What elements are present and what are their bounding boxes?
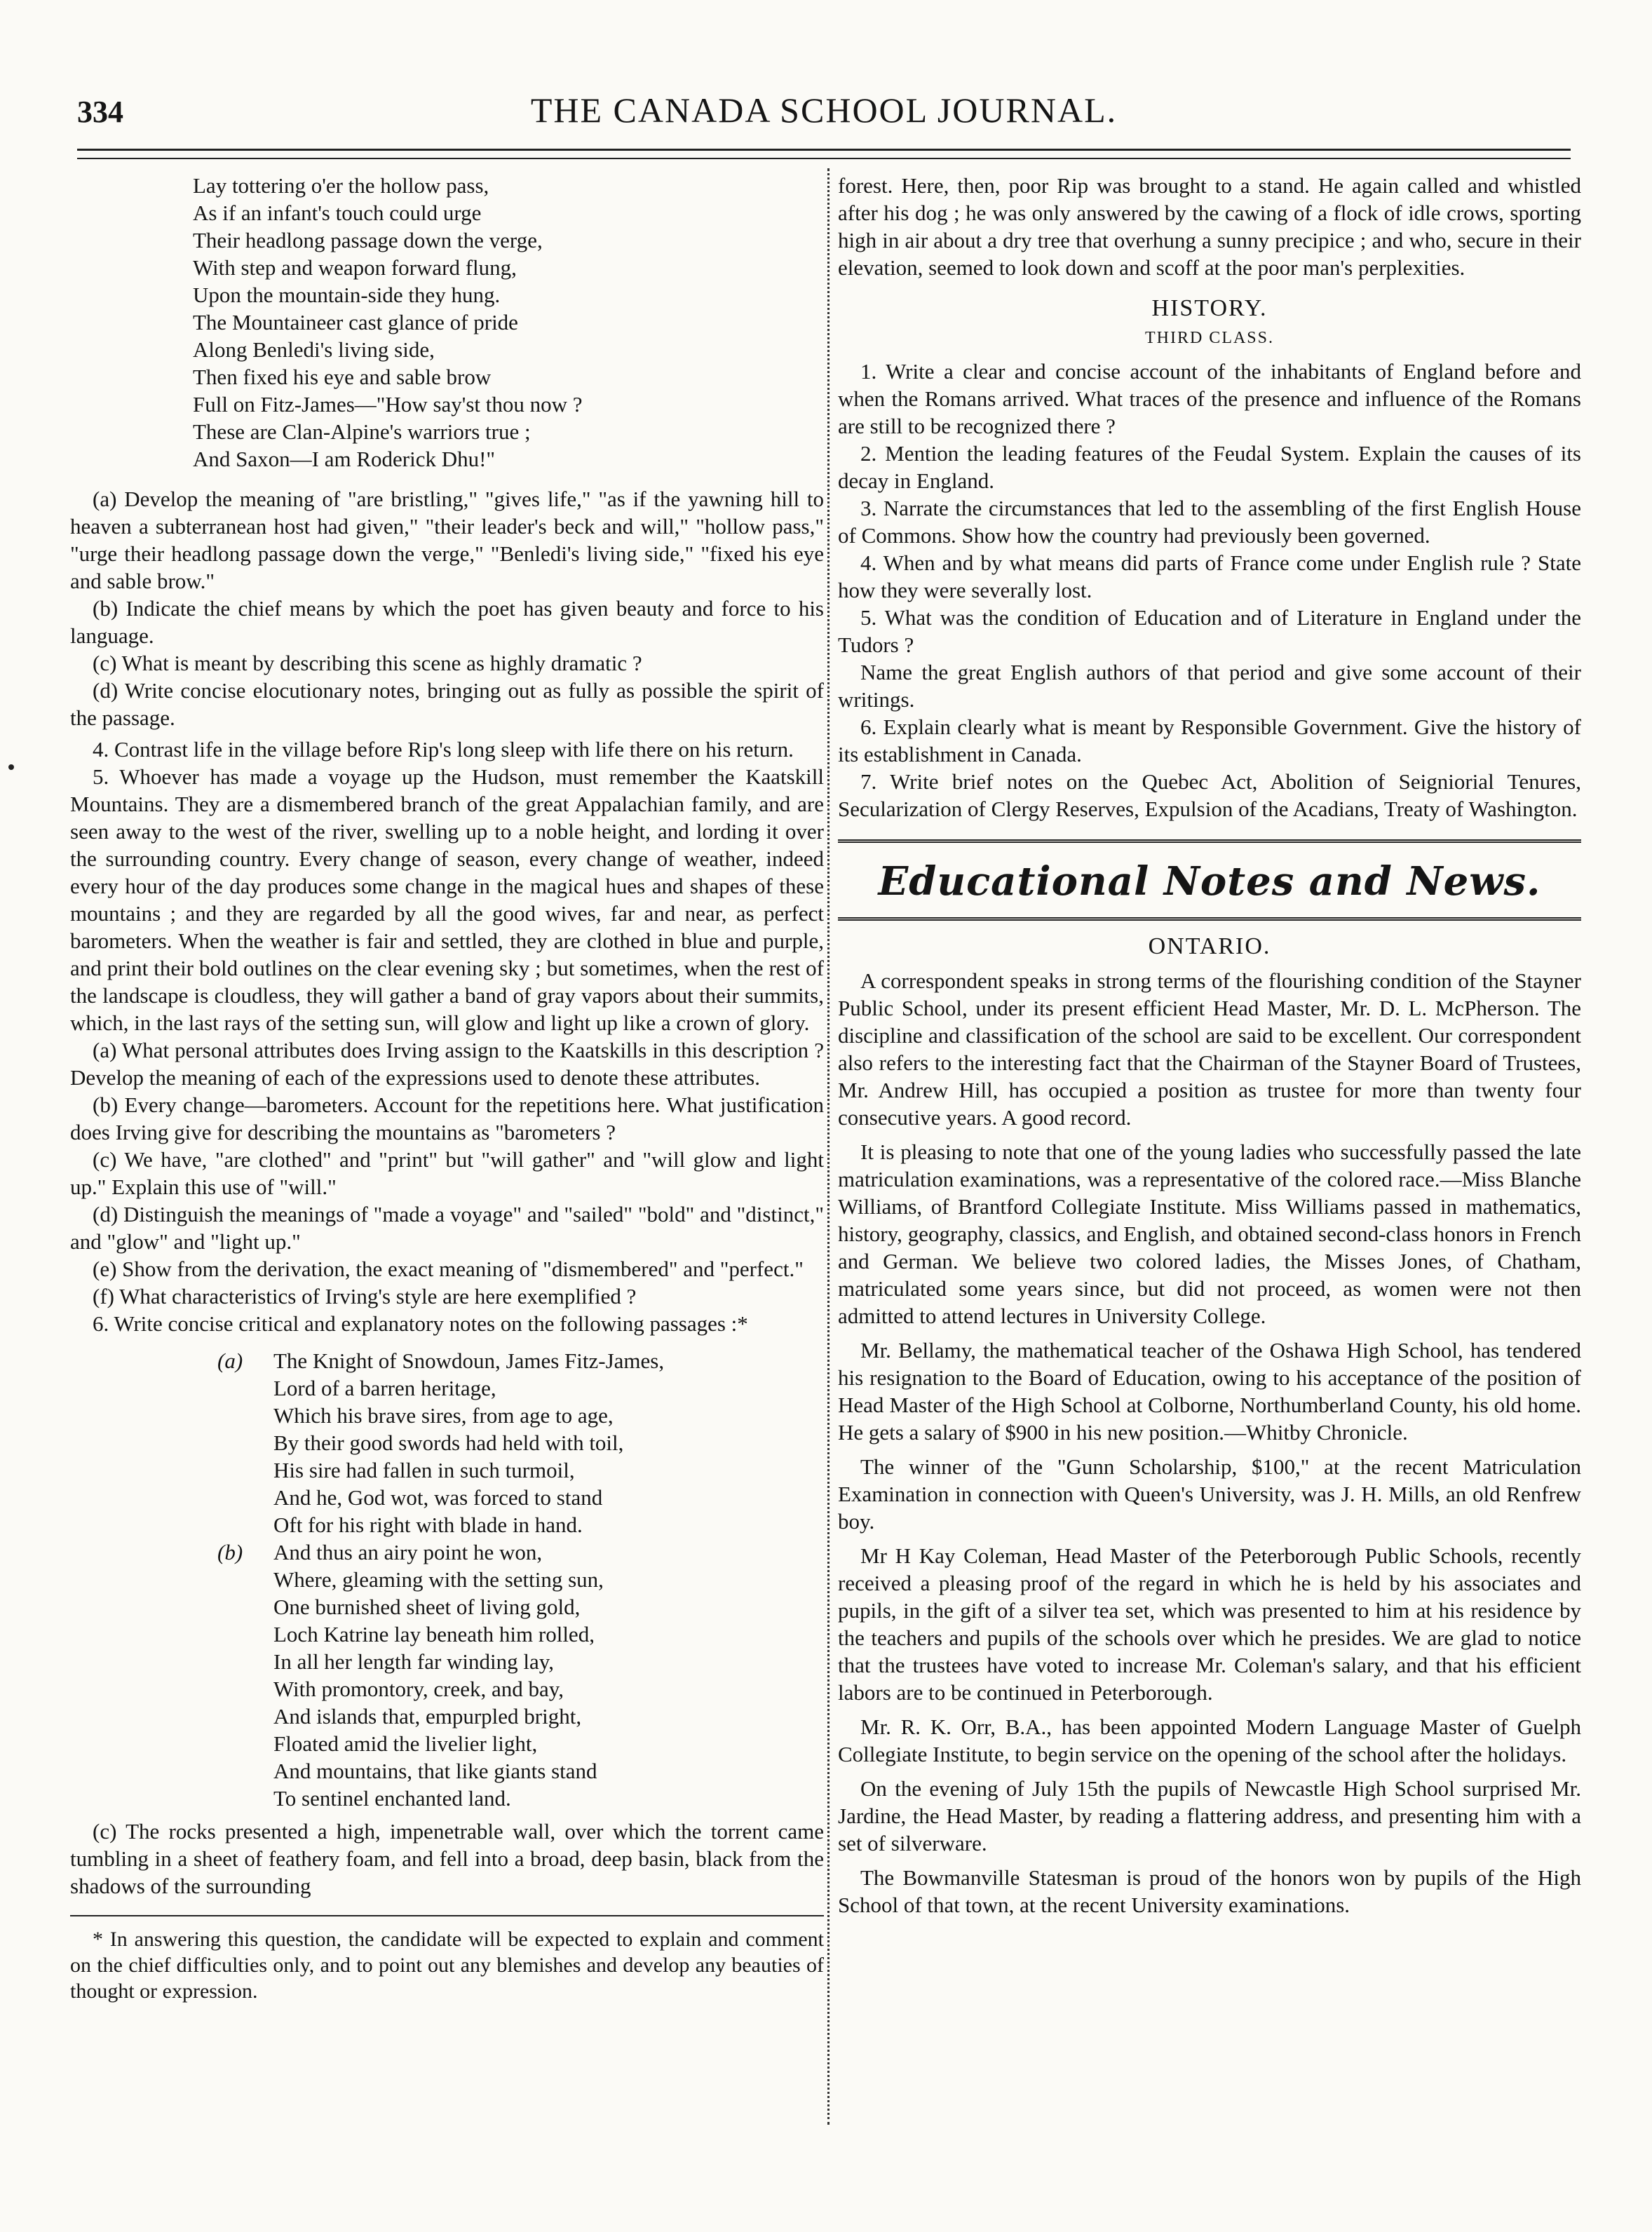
left-column bbox=[70, 172, 824, 2004]
news-item: On the evening of July 15th the pupils of Newcastle High School surprised Mr. Jardine, the Head Master, by reading a flattering address, and presenting him with a set of silverware. bbox=[838, 1776, 1581, 1855]
question-a: (a) Develop the meaning of "are bristling," "gives life," "as if the yawning hill to heaven a subterranean host had given," "their leader's beck and will," "hollow pass," "urge their headlong passage down the verge," "Benledi's living side," "fixed his eye and sable brow." bbox=[70, 487, 824, 593]
journal-title: THE CANADA SCHOOL JOURNAL. bbox=[530, 90, 1118, 130]
question-5: 5. Whoever has made a voyage up the Hudson, must remember the Kaatskill Mountains. They are a dismembered branch of the great Appalachian family, and are seen away to the west of the river, swelling up to a noble height, and lording it over the surrounding country. Every change of season, every change of weather, indeed every hour of the day produces some change in the magical hues and shapes of these mountains ; and they are regarded by all the good wives, far and near, as perfect barometers. When the weather is fair and settled, they are clothed in blue and purple, and print their bold outlines on the clear evening sky ; but sometimes, when the rest of the landscape is cloudless, they will gather a band of gray vapors about their summits, which, in the last rays of the setting sun, will glow and light up like a crown of glory. bbox=[70, 764, 824, 1035]
poem-line: With step and weapon forward flung, bbox=[193, 255, 517, 280]
footnote-rule bbox=[70, 1915, 824, 1916]
poem-line: Upon the mountain-side they hung. bbox=[193, 283, 501, 307]
news-item: A correspondent speaks in strong terms of the flourishing condition of the Stayner Public School, under its present efficient Head Master, Mr. D. L. McPherson. The discipline and classification of the school are said to be excellent. Our correspondent also refers to the interesting fact that the Chairman of the Stayner Board of Trustees, Mr. Andrew Hill, has occupied a position as trustee for more than twenty four consecutive years. A good record. bbox=[838, 968, 1581, 1130]
history-question-6: 6. Explain clearly what is meant by Responsible Government. Give the history of its establishment in Canada. bbox=[838, 715, 1581, 766]
poem-line: Lay tottering o'er the hollow pass, bbox=[193, 173, 489, 198]
right-column bbox=[838, 172, 1581, 1919]
passage-tag-a: (a) bbox=[217, 1348, 243, 1373]
question-5e: (e) Show from the derivation, the exact meaning of "dismembered" and "perfect." bbox=[93, 1257, 804, 1281]
history-question-4: 4. When and by what means did parts of France come under English rule ? State how they were severally lost. bbox=[838, 550, 1581, 602]
poem-line: In all her length far winding lay, bbox=[273, 1649, 555, 1674]
history-question-1: 1. Write a clear and concise account of the inhabitants of England before and when the Romans arrived. What traces of the presence and influence of the Romans are still to be recognized there ? bbox=[838, 359, 1581, 438]
poem-line: As if an infant's touch could urge bbox=[193, 201, 482, 225]
page-number: 334 bbox=[77, 95, 123, 129]
question-5c: (c) We have, "are clothed" and "print" but "will gather" and "will glow and light up." Explain this use of "will." bbox=[70, 1147, 824, 1199]
page-header bbox=[77, 83, 1571, 146]
question-d: (d) Write concise elocutionary notes, bringing out as fully as possible the spirit of the passage. bbox=[70, 678, 824, 730]
history-heading: HISTORY. bbox=[1151, 295, 1268, 321]
question-c: (c) What is meant by describing this scene as highly dramatic ? bbox=[93, 651, 642, 675]
news-item: Mr. R. K. Orr, B.A., has been appointed Modern Language Master of Guelph Collegiate Institute, to begin service on the opening of the school after the holidays. bbox=[838, 1714, 1581, 1766]
question-b: (b) Indicate the chief means by which the poet has given beauty and force to his language. bbox=[70, 596, 824, 648]
history-question-7: 7. Write brief notes on the Quebec Act, Abolition of Seigniorial Tenures, Secularization of Clergy Reserves, Expulsion of the Acadians, Treaty of Washington. bbox=[838, 769, 1581, 821]
history-question-3: 3. Narrate the circumstances that led to the assembling of the first English House of Commons. Show how the country had previously been governed. bbox=[838, 496, 1581, 548]
question-5b: (b) Every change—barometers. Account for the repetitions here. What justification does Irving give for describing the mountains as "barometers ? bbox=[70, 1093, 824, 1144]
history-question-5: 5. What was the condition of Education and of Literature in England under the Tudors ? bbox=[838, 605, 1581, 657]
poem-line: And Saxon—I am Roderick Dhu!" bbox=[193, 447, 496, 471]
poem-line: These are Clan-Alpine's warriors true ; bbox=[193, 419, 531, 444]
poem-line: Which his brave sires, from age to age, bbox=[273, 1403, 614, 1428]
poem-excerpt-snowdoun bbox=[70, 1347, 824, 1812]
question-5f: (f) What characteristics of Irving's style are here exemplified ? bbox=[93, 1284, 637, 1308]
poem-line: And he, God wot, was forced to stand bbox=[273, 1485, 603, 1510]
question-5a: (a) What personal attributes does Irving assign to the Kaatskills in this description ? Develop the meaning of each of the expressions used to denote these attributes. bbox=[70, 1038, 824, 1090]
ontario-heading: ONTARIO. bbox=[1148, 933, 1271, 959]
ink-speck bbox=[8, 764, 14, 770]
poem-line: And islands that, empurpled bright, bbox=[273, 1704, 582, 1729]
history-class: THIRD CLASS. bbox=[1144, 329, 1275, 347]
poem-line: The Mountaineer cast glance of pride bbox=[193, 310, 518, 334]
footnote-text: * In answering this question, the candidate will be expected to explain and comment on the chief difficulties only, and to point out any blemishes and develop any beauties of thought or expression. bbox=[70, 1928, 824, 2003]
poem-line: Loch Katrine lay beneath him rolled, bbox=[273, 1622, 595, 1646]
news-item: Mr H Kay Coleman, Head Master of the Peterborough Public Schools, recently received a pleasing proof of the regard in which he is held by his associates and pupils, in the gift of a silver tea set, which was presented to him at his residence by the teachers and pupils of the schools over which he presides. We are glad to notice that the trustees have voted to increase Mr. Coleman's salary, and that his efficient labors are to be continued in Peterborough. bbox=[838, 1543, 1581, 1705]
question-6: 6. Write concise critical and explanatory notes on the following passages :* bbox=[93, 1311, 748, 1336]
continued-passage: forest. Here, then, poor Rip was brought to a stand. He again called and whistled after his dog ; he was only answered by the cawing of a flock of idle crows, sporting high in air about a dry tree that overhung a sunny precipice ; and who, secure in their elevation, seemed to look down and scoff at the poor man's perplexities. bbox=[838, 173, 1581, 280]
news-item: It is pleasing to note that one of the young ladies who successfully passed the late matriculation examinations, was a representative of the colored race.—Miss Blanche Williams, of Brantford Collegiate Institute. Miss Williams passed in mathematics, history, geography, classics, and English, and obtained second-class honors in French and German. We believe two colored ladies, the Misses Jones, of Chatham, matriculated some years since, but did not proceed, as women were not then admitted to attend lectures in University College. bbox=[838, 1139, 1581, 1328]
poem-line: With promontory, creek, and bay, bbox=[273, 1677, 564, 1701]
column-divider bbox=[827, 168, 832, 2125]
poem-line: His sire had fallen in such turmoil, bbox=[273, 1458, 575, 1482]
history-question-2: 2. Mention the leading features of the Feudal System. Explain the causes of its decay in England. bbox=[838, 441, 1581, 493]
poem-line: Oft for his right with blade in hand. bbox=[273, 1513, 583, 1537]
question-5d: (d) Distinguish the meanings of "made a voyage" and "sailed" "bold" and "distinct," and "glow" and "light up." bbox=[70, 1202, 824, 1254]
footnote bbox=[70, 1926, 824, 2004]
news-item: Mr. Bellamy, the mathematical teacher of the Oshawa High School, has tendered his resignation to the Board of Education, owing to his acceptance of the position of Head Master of the High School at Colborne, Northumberland County, his old home. He gets a salary of $900 in his new position.—Whitby Chronicle. bbox=[838, 1338, 1581, 1445]
poem-line: Along Benledi's living side, bbox=[193, 337, 435, 362]
header-rule bbox=[77, 149, 1571, 159]
poem-line: Floated amid the livelier light, bbox=[273, 1731, 538, 1756]
poem-line: Where, gleaming with the setting sun, bbox=[273, 1567, 604, 1592]
poem-line: Lord of a barren heritage, bbox=[273, 1376, 496, 1400]
poem-line: To sentinel enchanted land. bbox=[273, 1786, 511, 1811]
passage-c: (c) The rocks presented a high, impenetrable wall, over which the torrent came tumbling in a sheet of feathery foam, and fell into a broad, deep basin, black from the shadows of the surrounding bbox=[70, 1819, 824, 1898]
news-item: The Bowmanville Statesman is proud of the honors won by pupils of the High School of that town, at the recent University examinations. bbox=[838, 1865, 1581, 1917]
question-4: 4. Contrast life in the village before Rip's long sleep with life there on his return. bbox=[93, 737, 794, 762]
poem-line: And mountains, that like giants stand bbox=[273, 1759, 597, 1783]
poem-line: Then fixed his eye and sable brow bbox=[193, 365, 492, 389]
poem-line: By their good swords had held with toil, bbox=[273, 1430, 624, 1455]
poem-line: Their headlong passage down the verge, bbox=[193, 228, 543, 252]
news-section-heading: Educational Notes and News. bbox=[838, 839, 1581, 921]
poem-line: (b) And thus an airy point he won, bbox=[217, 1540, 543, 1564]
poem-line: (a) The Knight of Snowdoun, James Fitz-James, bbox=[217, 1348, 665, 1373]
news-item: The winner of the "Gunn Scholarship, $100," at the recent Matriculation Examination in connection with Queen's University, was J. H. Mills, an old Renfrew boy. bbox=[838, 1454, 1581, 1534]
poem-excerpt-roderick bbox=[70, 172, 824, 473]
poem-line: Full on Fitz-James—"How say'st thou now ? bbox=[193, 392, 583, 417]
poem-line: One burnished sheet of living gold, bbox=[273, 1595, 581, 1619]
passage-tag-b: (b) bbox=[217, 1540, 243, 1564]
history-question-5b: Name the great English authors of that period and give some account of their writings. bbox=[838, 660, 1581, 712]
